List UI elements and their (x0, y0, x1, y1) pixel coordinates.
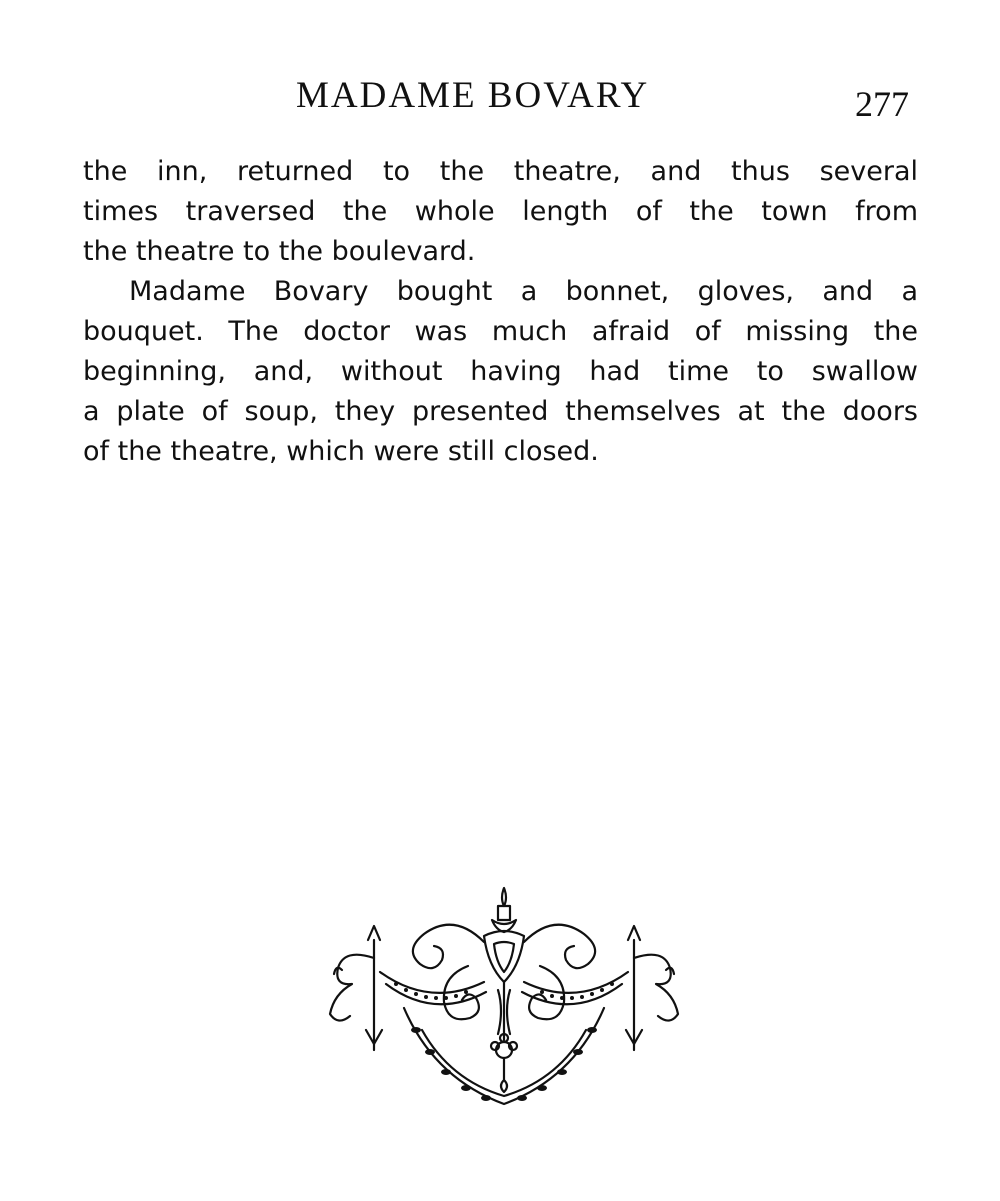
running-title: MADAME BOVARY (296, 75, 650, 116)
text-line: of the theatre, which were still closed. (83, 436, 599, 467)
text-line: the theatre to the boulevard. (83, 236, 476, 267)
text-line: the inn, returned to the theatre, and thus several (83, 156, 918, 187)
text-line: Madame Bovary bought a bonnet, gloves, and a (129, 276, 918, 307)
body-text (83, 152, 918, 472)
paragraph (83, 152, 918, 272)
text-line: bouquet. The doctor was much afraid of missing the (83, 316, 918, 347)
text-line: times traversed the whole length of the town from (83, 196, 918, 227)
text-line: beginning, and, without having had time to swallow (83, 356, 918, 387)
tailpiece-ornament-icon (318, 880, 690, 1120)
paragraph (83, 272, 918, 472)
page-number: 277 (855, 84, 909, 124)
running-head (0, 72, 1000, 124)
text-line: a plate of soup, they presented themselves at the doors (83, 396, 918, 427)
